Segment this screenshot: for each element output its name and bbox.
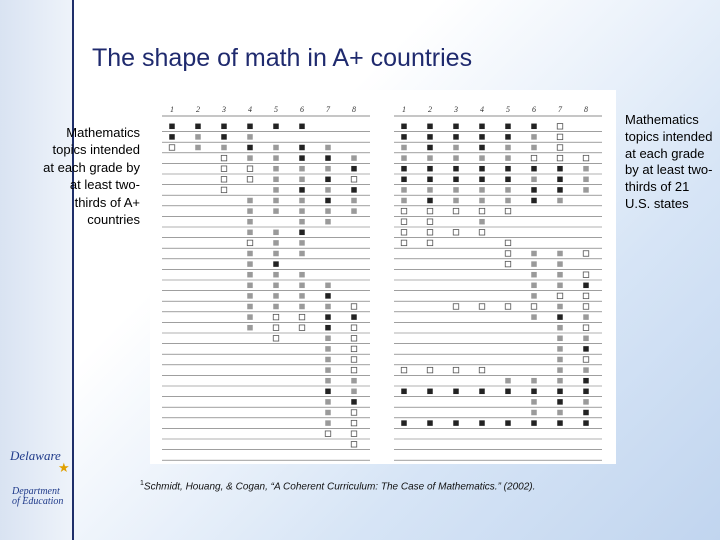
a-plus-mark-shaded xyxy=(273,283,279,289)
us-mark-open xyxy=(557,145,563,151)
a-plus-mark-open xyxy=(351,410,357,416)
us-mark-filled xyxy=(557,389,563,395)
us-mark-filled xyxy=(583,283,589,289)
us-mark-shaded xyxy=(557,198,563,204)
a-plus-mark-filled xyxy=(325,177,331,183)
us-mark-open xyxy=(453,304,459,310)
a-plus-mark-open xyxy=(247,177,253,183)
us-mark-filled xyxy=(453,420,459,426)
a-plus-mark-shaded xyxy=(325,399,331,405)
us-mark-shaded xyxy=(583,399,589,405)
a-plus-mark-shaded xyxy=(221,145,227,151)
a-plus-mark-shaded xyxy=(195,134,201,140)
us-mark-shaded xyxy=(583,367,589,373)
a-plus-mark-shaded xyxy=(247,219,253,225)
footnote-text: Schmidt, Houang, & Cogan, “A Coherent Curriculum: The Case of Mathematics.” (2002). xyxy=(143,481,536,493)
us-mark-filled xyxy=(531,198,537,204)
us-mark-filled xyxy=(557,399,563,405)
us-mark-filled xyxy=(453,389,459,395)
us-mark-shaded xyxy=(557,325,563,331)
logo-text-department: Department xyxy=(12,486,60,497)
us-mark-shaded xyxy=(531,399,537,405)
us-mark-shaded xyxy=(557,251,563,257)
us-mark-shaded xyxy=(453,198,459,204)
a-plus-mark-filled xyxy=(247,124,253,130)
us-mark-filled xyxy=(583,346,589,352)
a-plus-mark-open xyxy=(351,420,357,426)
a-plus-mark-shaded xyxy=(273,208,279,214)
a-plus-mark-shaded xyxy=(273,251,279,257)
us-mark-open xyxy=(453,230,459,236)
us-mark-shaded xyxy=(401,155,407,161)
us-mark-filled xyxy=(531,420,537,426)
a-plus-mark-filled xyxy=(169,134,175,140)
a-plus-mark-filled xyxy=(169,124,175,130)
a-plus-mark-shaded xyxy=(247,155,253,161)
a-plus-mark-shaded xyxy=(351,389,357,395)
a-plus-mark-filled xyxy=(273,124,279,130)
a-plus-mark-shaded xyxy=(351,208,357,214)
us-mark-filled xyxy=(531,124,537,130)
a-plus-mark-open xyxy=(221,155,227,161)
a-plus-mark-shaded xyxy=(299,240,305,246)
us-mark-shaded xyxy=(505,378,511,384)
a-plus-mark-shaded xyxy=(273,177,279,183)
us-mark-filled xyxy=(505,134,511,140)
a-plus-mark-shaded xyxy=(247,198,253,204)
us-mark-open xyxy=(505,261,511,267)
citation-footnote xyxy=(140,480,535,492)
a-plus-mark-shaded xyxy=(247,283,253,289)
us-mark-shaded xyxy=(557,272,563,278)
a-plus-mark-shaded xyxy=(299,198,305,204)
us-mark-filled xyxy=(505,177,511,183)
a-plus-mark-shaded xyxy=(273,166,279,172)
us-mark-filled xyxy=(583,389,589,395)
us-mark-open xyxy=(505,240,511,246)
us-mark-shaded xyxy=(479,155,485,161)
us-mark-open xyxy=(427,219,433,225)
us-mark-shaded xyxy=(505,198,511,204)
logo-text-delaware: Delaware xyxy=(10,448,61,463)
us-mark-filled xyxy=(453,166,459,172)
us-mark-filled xyxy=(401,389,407,395)
a-plus-mark-shaded xyxy=(325,219,331,225)
us-mark-shaded xyxy=(453,155,459,161)
us-mark-shaded xyxy=(531,134,537,140)
us-mark-shaded xyxy=(531,293,537,299)
a-plus-grade-header: 5 xyxy=(274,105,278,114)
us-mark-filled xyxy=(557,177,563,183)
a-plus-mark-open xyxy=(221,177,227,183)
us-states-caption: Mathematics topics intended at each grade by at least two-thirds of 21 U.S. states xyxy=(625,112,713,211)
a-plus-mark-open xyxy=(299,325,305,331)
a-plus-mark-filled xyxy=(221,134,227,140)
a-plus-mark-open xyxy=(325,431,331,437)
a-plus-mark-filled xyxy=(273,261,279,267)
a-plus-mark-shaded xyxy=(325,346,331,352)
us-mark-open xyxy=(479,304,485,310)
us-mark-open xyxy=(479,208,485,214)
us-mark-open xyxy=(427,367,433,373)
us-mark-filled xyxy=(505,166,511,172)
us-grade-header: 5 xyxy=(506,105,510,114)
a-plus-mark-shaded xyxy=(195,145,201,151)
slide-title: The shape of math in A+ countries xyxy=(92,44,473,72)
us-mark-shaded xyxy=(557,336,563,342)
us-mark-filled xyxy=(505,420,511,426)
us-mark-filled xyxy=(479,134,485,140)
a-plus-mark-shaded xyxy=(325,357,331,363)
us-mark-shaded xyxy=(531,272,537,278)
us-mark-shaded xyxy=(583,166,589,172)
us-mark-filled xyxy=(427,134,433,140)
us-mark-filled xyxy=(557,314,563,320)
us-mark-open xyxy=(583,325,589,331)
a-plus-mark-shaded xyxy=(325,367,331,373)
us-mark-open xyxy=(453,367,459,373)
a-plus-mark-shaded xyxy=(299,272,305,278)
footnote-marker: 1 xyxy=(140,480,144,487)
us-mark-open xyxy=(401,367,407,373)
us-mark-open xyxy=(401,208,407,214)
us-mark-filled xyxy=(583,378,589,384)
a-plus-mark-filled xyxy=(325,198,331,204)
us-grade-header: 3 xyxy=(454,105,458,114)
a-plus-grade-header: 2 xyxy=(196,105,200,114)
us-mark-filled xyxy=(557,420,563,426)
us-mark-shaded xyxy=(557,283,563,289)
a-plus-mark-shaded xyxy=(273,155,279,161)
us-mark-filled xyxy=(531,187,537,193)
a-plus-mark-shaded xyxy=(273,304,279,310)
us-mark-filled xyxy=(427,389,433,395)
a-plus-mark-shaded xyxy=(325,378,331,384)
us-mark-filled xyxy=(479,420,485,426)
a-plus-grade-header: 1 xyxy=(170,105,174,114)
a-plus-mark-filled xyxy=(299,187,305,193)
us-mark-shaded xyxy=(531,251,537,257)
us-mark-filled xyxy=(531,389,537,395)
a-plus-mark-shaded xyxy=(247,325,253,331)
us-mark-shaded xyxy=(557,378,563,384)
a-plus-mark-shaded xyxy=(325,166,331,172)
logo-text-education: of Education xyxy=(12,496,64,507)
us-mark-shaded xyxy=(505,187,511,193)
us-grade-header: 7 xyxy=(558,105,562,114)
us-mark-filled xyxy=(505,124,511,130)
us-mark-filled xyxy=(427,177,433,183)
a-plus-mark-shaded xyxy=(299,304,305,310)
us-mark-filled xyxy=(557,166,563,172)
us-mark-open xyxy=(453,208,459,214)
a-plus-mark-open xyxy=(351,304,357,310)
a-plus-mark-shaded xyxy=(325,283,331,289)
us-mark-open xyxy=(427,230,433,236)
us-mark-open xyxy=(557,134,563,140)
a-plus-mark-shaded xyxy=(325,410,331,416)
a-plus-mark-open xyxy=(351,431,357,437)
us-grade-header: 6 xyxy=(532,105,536,114)
a-plus-mark-filled xyxy=(351,166,357,172)
us-mark-open xyxy=(583,293,589,299)
us-mark-open xyxy=(531,155,537,161)
a-plus-mark-shaded xyxy=(299,177,305,183)
a-plus-mark-open xyxy=(273,314,279,320)
us-mark-filled xyxy=(427,145,433,151)
us-grade-header: 1 xyxy=(402,105,406,114)
a-plus-mark-shaded xyxy=(299,166,305,172)
a-plus-mark-open xyxy=(169,145,175,151)
a-plus-mark-filled xyxy=(351,187,357,193)
us-mark-filled xyxy=(583,410,589,416)
us-mark-shaded xyxy=(505,145,511,151)
a-plus-mark-shaded xyxy=(351,378,357,384)
a-plus-grade-header: 8 xyxy=(352,105,356,114)
a-plus-mark-filled xyxy=(325,389,331,395)
a-plus-mark-open xyxy=(221,166,227,172)
us-mark-filled xyxy=(427,166,433,172)
a-plus-grade-header: 3 xyxy=(222,105,226,114)
a-plus-mark-shaded xyxy=(299,293,305,299)
a-plus-mark-filled xyxy=(299,155,305,161)
us-mark-open xyxy=(557,293,563,299)
us-mark-open xyxy=(505,251,511,257)
a-plus-mark-filled xyxy=(299,145,305,151)
us-mark-filled xyxy=(479,389,485,395)
us-mark-shaded xyxy=(479,187,485,193)
a-plus-mark-shaded xyxy=(273,145,279,151)
a-plus-mark-open xyxy=(273,336,279,342)
us-grade-header: 4 xyxy=(480,105,484,114)
topic-grade-table xyxy=(150,90,616,464)
us-mark-shaded xyxy=(531,378,537,384)
us-mark-shaded xyxy=(557,261,563,267)
a-plus-mark-shaded xyxy=(325,145,331,151)
us-mark-filled xyxy=(479,177,485,183)
a-plus-mark-shaded xyxy=(247,251,253,257)
a-plus-mark-shaded xyxy=(247,314,253,320)
us-mark-shaded xyxy=(427,155,433,161)
us-mark-open xyxy=(401,219,407,225)
us-mark-shaded xyxy=(479,198,485,204)
a-plus-mark-open xyxy=(247,240,253,246)
us-mark-open xyxy=(531,304,537,310)
a-plus-mark-open xyxy=(351,336,357,342)
a-plus-mark-shaded xyxy=(247,293,253,299)
a-plus-mark-open xyxy=(351,346,357,352)
us-mark-shaded xyxy=(531,314,537,320)
a-plus-mark-shaded xyxy=(247,208,253,214)
a-plus-mark-filled xyxy=(325,155,331,161)
a-plus-mark-shaded xyxy=(325,187,331,193)
a-plus-mark-shaded xyxy=(247,261,253,267)
us-mark-open xyxy=(583,251,589,257)
us-mark-shaded xyxy=(557,346,563,352)
us-mark-open xyxy=(505,304,511,310)
us-mark-shaded xyxy=(531,145,537,151)
us-mark-shaded xyxy=(557,410,563,416)
a-plus-mark-shaded xyxy=(247,134,253,140)
a-plus-mark-filled xyxy=(299,230,305,236)
us-mark-filled xyxy=(479,166,485,172)
topic-grade-table-panel xyxy=(150,90,616,464)
us-mark-shaded xyxy=(531,283,537,289)
us-mark-open xyxy=(583,304,589,310)
a-plus-mark-filled xyxy=(299,124,305,130)
a-plus-mark-shaded xyxy=(299,283,305,289)
a-plus-mark-shaded xyxy=(273,240,279,246)
us-mark-open xyxy=(583,357,589,363)
us-mark-shaded xyxy=(427,187,433,193)
us-mark-open xyxy=(479,230,485,236)
us-mark-shaded xyxy=(479,219,485,225)
a-plus-mark-shaded xyxy=(299,219,305,225)
us-mark-shaded xyxy=(531,410,537,416)
us-mark-filled xyxy=(531,166,537,172)
us-mark-filled xyxy=(401,420,407,426)
a-plus-mark-open xyxy=(351,325,357,331)
us-mark-filled xyxy=(401,124,407,130)
us-mark-filled xyxy=(427,198,433,204)
a-plus-caption: Mathematics topics intended at each grade by at least two-thirds of A+ countries xyxy=(43,125,140,228)
a-plus-mark-shaded xyxy=(247,272,253,278)
us-mark-shaded xyxy=(505,155,511,161)
a-plus-mark-shaded xyxy=(247,230,253,236)
us-mark-shaded xyxy=(557,357,563,363)
us-mark-shaded xyxy=(583,314,589,320)
a-plus-mark-shaded xyxy=(273,198,279,204)
a-plus-mark-open xyxy=(221,187,227,193)
us-grade-header: 8 xyxy=(584,105,588,114)
a-plus-mark-open xyxy=(351,357,357,363)
us-mark-shaded xyxy=(557,304,563,310)
us-mark-shaded xyxy=(557,367,563,373)
us-mark-filled xyxy=(557,187,563,193)
us-mark-filled xyxy=(401,177,407,183)
star-icon: ★ xyxy=(58,460,70,475)
a-plus-mark-open xyxy=(351,367,357,373)
us-mark-shaded xyxy=(583,187,589,193)
us-mark-open xyxy=(479,367,485,373)
us-mark-open xyxy=(557,155,563,161)
a-plus-mark-shaded xyxy=(299,251,305,257)
a-plus-mark-shaded xyxy=(351,198,357,204)
a-plus-mark-open xyxy=(273,325,279,331)
us-mark-filled xyxy=(401,134,407,140)
a-plus-mark-shaded xyxy=(247,304,253,310)
a-plus-mark-shaded xyxy=(273,293,279,299)
us-mark-shaded xyxy=(401,198,407,204)
a-plus-mark-filled xyxy=(325,293,331,299)
us-mark-open xyxy=(557,124,563,130)
a-plus-mark-shaded xyxy=(273,272,279,278)
a-plus-mark-shaded xyxy=(325,208,331,214)
a-plus-mark-filled xyxy=(325,314,331,320)
us-mark-open xyxy=(505,208,511,214)
a-plus-mark-filled xyxy=(247,145,253,151)
a-plus-mark-filled xyxy=(325,325,331,331)
a-plus-mark-filled xyxy=(351,314,357,320)
us-mark-open xyxy=(427,208,433,214)
a-plus-mark-shaded xyxy=(351,155,357,161)
a-plus-grade-header: 7 xyxy=(326,105,330,114)
us-mark-filled xyxy=(401,166,407,172)
us-mark-filled xyxy=(505,389,511,395)
us-mark-filled xyxy=(479,145,485,151)
us-mark-open xyxy=(583,155,589,161)
us-mark-shaded xyxy=(453,187,459,193)
us-mark-shaded xyxy=(453,145,459,151)
a-plus-mark-filled xyxy=(351,399,357,405)
us-mark-filled xyxy=(427,420,433,426)
a-plus-mark-open xyxy=(351,177,357,183)
us-mark-shaded xyxy=(531,261,537,267)
a-plus-mark-open xyxy=(247,166,253,172)
us-mark-open xyxy=(401,230,407,236)
us-mark-filled xyxy=(479,124,485,130)
us-mark-filled xyxy=(453,124,459,130)
a-plus-mark-shaded xyxy=(273,230,279,236)
a-plus-mark-shaded xyxy=(325,420,331,426)
us-mark-shaded xyxy=(531,177,537,183)
us-grade-header: 2 xyxy=(428,105,432,114)
a-plus-mark-filled xyxy=(195,124,201,130)
us-mark-shaded xyxy=(401,145,407,151)
a-plus-mark-open xyxy=(299,314,305,320)
us-mark-filled xyxy=(453,177,459,183)
us-mark-shaded xyxy=(583,177,589,183)
us-mark-shaded xyxy=(583,336,589,342)
a-plus-mark-shaded xyxy=(325,304,331,310)
a-plus-mark-open xyxy=(351,442,357,448)
us-mark-open xyxy=(401,240,407,246)
delaware-doe-logo xyxy=(6,446,68,516)
a-plus-grade-header: 6 xyxy=(300,105,304,114)
a-plus-grade-header: 4 xyxy=(248,105,252,114)
us-mark-filled xyxy=(427,124,433,130)
a-plus-mark-filled xyxy=(221,124,227,130)
us-mark-shaded xyxy=(401,187,407,193)
us-mark-filled xyxy=(583,420,589,426)
us-mark-open xyxy=(583,272,589,278)
a-plus-mark-shaded xyxy=(299,208,305,214)
us-mark-filled xyxy=(453,134,459,140)
us-mark-open xyxy=(427,240,433,246)
a-plus-mark-shaded xyxy=(273,187,279,193)
a-plus-mark-shaded xyxy=(325,336,331,342)
